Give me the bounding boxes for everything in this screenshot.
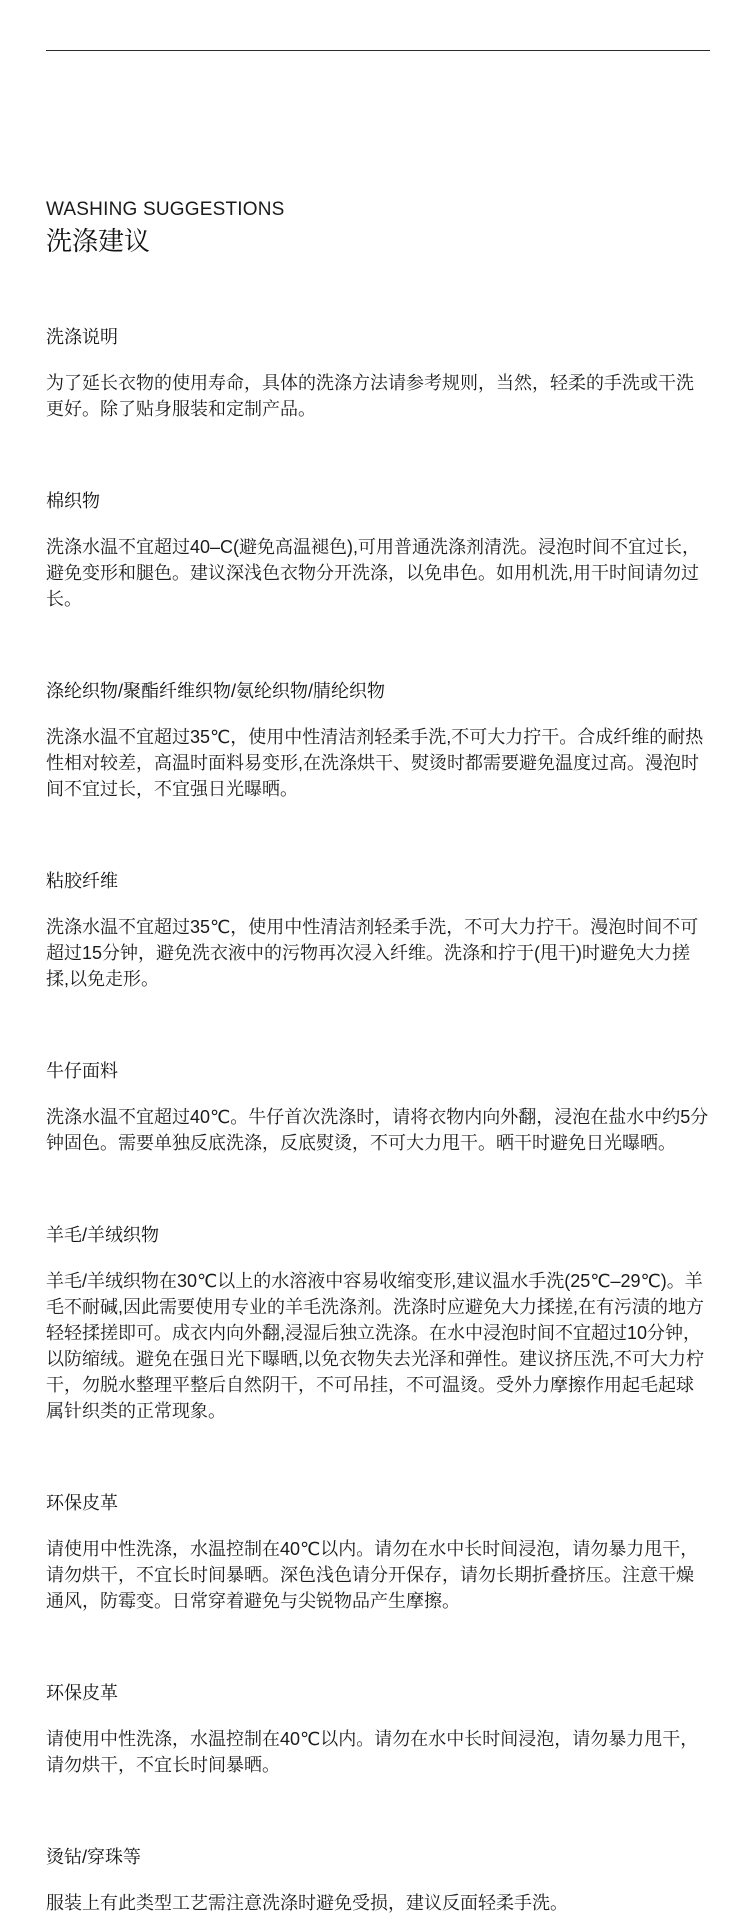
section-body: 为了延长衣物的使用寿命，具体的洗涤方法请参考规则，当然，轻柔的手洗或干洗更好。除了贴身服装和定制产品。 bbox=[46, 373, 694, 419]
section-eco-leather-2 bbox=[46, 1680, 710, 1778]
section-title: 环保皮革 bbox=[46, 1493, 118, 1513]
section-title: 烫钻/穿珠等 bbox=[46, 1847, 142, 1867]
section-synthetic bbox=[46, 678, 710, 802]
section-body: 洗涤水温不宜超过40–C(避免高温褪色),可用普通洗涤剂清洗。浸泡时间不宜过长，避免变形和腿色。建议深浅色衣物分开洗涤，以免串色。如用机洗,用干时间请勿过长。 bbox=[46, 537, 701, 609]
washing-sections bbox=[46, 324, 710, 1916]
page-title-cn: 洗涤建议 bbox=[46, 226, 151, 256]
section-rhinestone-beading bbox=[46, 1844, 710, 1916]
section-body: 请使用中性洗涤，水温控制在40℃以内。请勿在水中长时间浸泡，请勿暴力甩干，请勿烘干，不宜长时间暴晒。 bbox=[46, 1729, 699, 1775]
section-body: 洗涤水温不宜超过40℃。牛仔首次洗涤时，请将衣物内向外翻，浸泡在盐水中约5分钟固色。需要单独反底洗涤，反底熨烫，不可大力甩干。晒干时避免日光曝晒。 bbox=[46, 1107, 709, 1153]
section-body: 请使用中性洗涤，水温控制在40℃以内。请勿在水中长时间浸泡，请勿暴力甩干，请勿烘干，不宜长时间暴晒。深色浅色请分开保存，请勿长期折叠挤压。注意干燥通风，防霉变。日常穿着避免与尖锐物品产生摩擦。 bbox=[46, 1539, 699, 1611]
section-body: 羊毛/羊绒织物在30℃以上的水溶液中容易收缩变形,建议温水手洗(25℃–29℃)。羊毛不耐碱,因此需要使用专业的羊毛洗涤剂。洗涤时应避免大力揉搓,在有污渍的地方轻轻揉搓即可。成衣内向外翻,浸湿后独立洗涤。在水中浸泡时间不宜超过10分钟，以防缩绒。避免在强日光下曝晒,以免衣物失去光泽和弹性。建议挤压洗,不可大力柠干，勿脱水整理平整后自然阴干，不可吊挂，不可温烫。受外力摩擦作用起毛起球属针织类的正常现象。 bbox=[46, 1271, 704, 1421]
section-title: 洗涤说明 bbox=[46, 327, 118, 347]
section-cotton bbox=[46, 488, 710, 612]
section-washing-instructions bbox=[46, 324, 710, 422]
section-title: 牛仔面料 bbox=[46, 1061, 118, 1081]
section-denim bbox=[46, 1058, 710, 1156]
section-title: 棉织物 bbox=[46, 491, 100, 511]
page-title-en: WASHING SUGGESTIONS bbox=[46, 199, 285, 220]
section-wool bbox=[46, 1222, 710, 1424]
section-eco-leather bbox=[46, 1490, 710, 1614]
page-header bbox=[46, 198, 710, 258]
section-title: 粘胶纤维 bbox=[46, 871, 118, 891]
section-title: 羊毛/羊绒织物 bbox=[46, 1225, 160, 1245]
section-body: 洗涤水温不宜超过35℃，使用中性清洁剂轻柔手洗,不可大力拧干。合成纤维的耐热性相对较差，高温时面料易变形,在洗涤烘干、熨烫时都需要避免温度过高。漫泡时间不宜过长，不宜强日光曝晒。 bbox=[46, 727, 704, 799]
section-body: 服装上有此类型工艺需注意洗涤时避免受损，建议反面轻柔手洗。 bbox=[46, 1893, 568, 1913]
section-body: 洗涤水温不宜超过35℃，使用中性清洁剂轻柔手洗，不可大力拧干。漫泡时间不可超过15分钟，避免洗衣液中的污物再次浸入纤维。洗涤和拧于(甩干)时避免大力搓揉,以免走形。 bbox=[46, 917, 699, 989]
section-title: 涤纶织物/聚酯纤维织物/氨纶织物/腈纶织物 bbox=[46, 681, 386, 701]
top-divider bbox=[46, 50, 710, 51]
section-title: 环保皮革 bbox=[46, 1683, 118, 1703]
section-viscose bbox=[46, 868, 710, 992]
